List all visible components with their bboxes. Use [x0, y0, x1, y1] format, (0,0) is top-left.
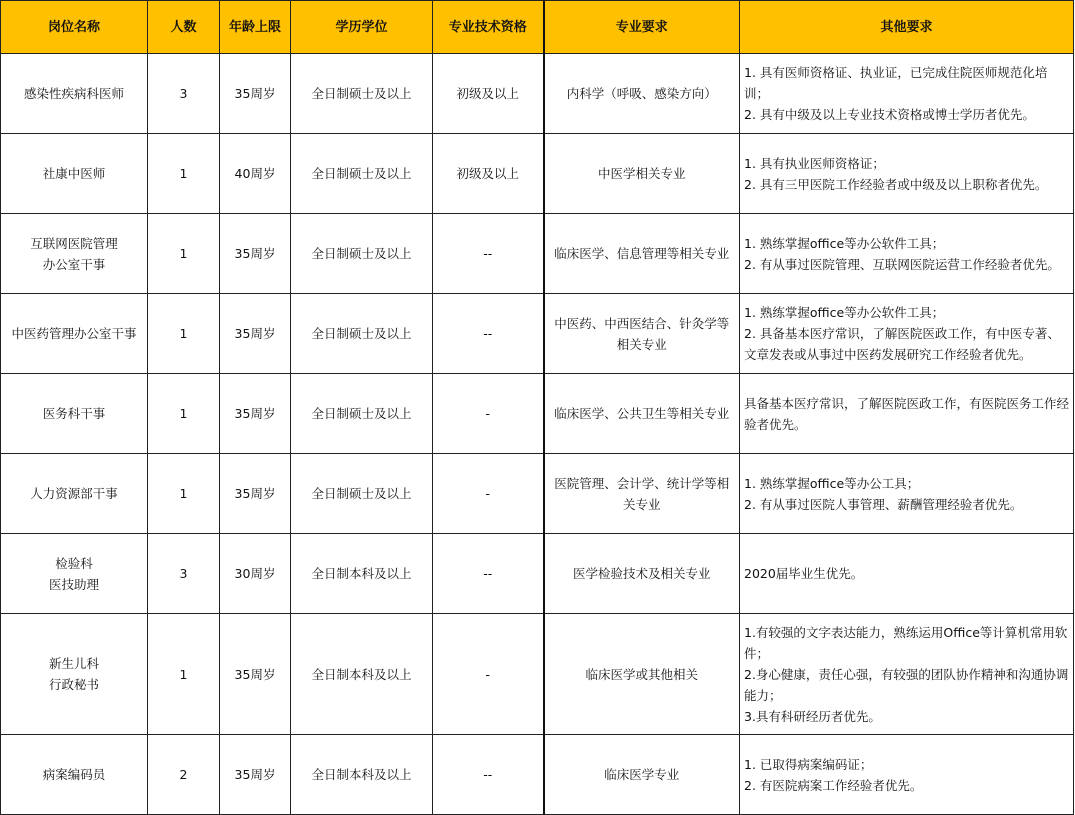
- major-cell-line: 医院管理、会计学、统计学等相关专业: [554, 475, 730, 512]
- count-cell: 2: [148, 735, 220, 815]
- header-other: 其他要求: [740, 1, 1074, 54]
- age-cell: 35周岁: [220, 294, 291, 374]
- major-cell: [544, 735, 740, 815]
- major-cell: [544, 214, 740, 294]
- other-requirements-cell-line: 2. 具有中级及以上专业技术资格或博士学历者优先。: [744, 107, 1035, 122]
- header-age: 年龄上限: [220, 1, 291, 54]
- count-cell: 1: [148, 134, 220, 214]
- table-row: [1, 374, 1074, 454]
- position-cell-line: 感染性疾病科医师: [23, 86, 124, 101]
- major-cell-line: 临床医学或其他相关: [585, 666, 698, 682]
- position-cell: [1, 454, 148, 534]
- education-cell: 全日制硕士及以上: [291, 214, 433, 294]
- qualification-cell: -: [433, 614, 544, 735]
- header-major: 专业要求: [544, 1, 740, 54]
- other-requirements-cell-line: 1. 熟练掌握office等办公工具；: [744, 475, 920, 491]
- header-qualification: 专业技术资格: [433, 1, 544, 54]
- position-cell-line: 医务科干事: [42, 406, 106, 421]
- position-cell-line: 中医药管理办公室干事: [11, 326, 137, 341]
- major-cell-line: 临床医学、公共卫生等相关专业: [554, 406, 730, 421]
- other-requirements-cell-line: 2. 有医院病案工作经验者优先。: [744, 777, 923, 793]
- major-cell: [544, 54, 740, 134]
- qualification-cell: --: [433, 214, 544, 294]
- position-cell-line: 检验科: [55, 555, 93, 571]
- other-requirements-cell: [740, 374, 1074, 454]
- other-requirements-cell-line: 2. 具有三甲医院工作经验者或中级及以上职称者优先。: [744, 176, 1048, 192]
- other-requirements-cell-line: 1. 具有医师资格证、执业证，已完成住院医师规范化培训；: [744, 65, 1048, 101]
- education-cell: 全日制本科及以上: [291, 614, 433, 735]
- position-cell-line: 互联网医院管理: [30, 235, 118, 251]
- age-cell: 40周岁: [220, 134, 291, 214]
- other-requirements-cell-line: 1.有较强的文字表达能力，熟练运用Office等计算机常用软件；: [744, 624, 1068, 661]
- other-requirements-cell-line: 1. 熟练掌握office等办公软件工具；: [744, 305, 945, 320]
- table-row: [1, 294, 1074, 374]
- table-row: [1, 134, 1074, 214]
- other-requirements-cell-line: 2. 具备基本医疗常识，了解医院医政工作，有中医专著、文章发表或从事过中医药发展研究工作经验者优先。: [744, 326, 1060, 362]
- education-cell: 全日制硕士及以上: [291, 454, 433, 534]
- position-cell-line: 医技助理: [48, 576, 99, 592]
- position-cell-line: 办公室干事: [42, 256, 106, 272]
- other-requirements-cell-line: 3.具有科研经历者优先。: [744, 708, 881, 724]
- other-requirements-cell-line: 1. 熟练掌握office等办公软件工具；: [744, 235, 945, 251]
- position-cell: [1, 614, 148, 735]
- other-requirements-cell: [740, 54, 1074, 134]
- qualification-cell: 初级及以上: [433, 134, 544, 214]
- count-cell: 3: [148, 54, 220, 134]
- position-cell-line: 病案编码员: [42, 767, 106, 782]
- qualification-cell: -: [433, 454, 544, 534]
- major-cell-line: 中医学相关专业: [597, 166, 686, 181]
- qualification-cell: --: [433, 534, 544, 614]
- other-requirements-cell-line: 2.身心健康，责任心强，有较强的团队协作精神和沟通协调能力；: [744, 666, 1069, 703]
- position-cell-line: 行政秘书: [48, 677, 99, 692]
- table-row: [1, 54, 1074, 134]
- education-cell: 全日制硕士及以上: [291, 374, 433, 454]
- major-cell: [544, 374, 740, 454]
- other-requirements-cell-line: 1. 具有执业医师资格证；: [744, 155, 885, 171]
- position-cell-line: 人力资源部干事: [30, 486, 118, 501]
- age-cell: 30周岁: [220, 534, 291, 614]
- position-cell: [1, 735, 148, 815]
- other-requirements-cell-line: 2. 有从事过医院人事管理、薪酬管理经验者优先。: [744, 496, 1023, 512]
- header-count: 人数: [148, 1, 220, 54]
- table-row: [1, 614, 1074, 735]
- other-requirements-cell-line: 2020届毕业生优先。: [744, 566, 864, 581]
- major-cell-line: 医学检验技术及相关专业: [572, 566, 711, 581]
- header-position: 岗位名称: [1, 1, 148, 54]
- count-cell: 3: [148, 534, 220, 614]
- other-requirements-cell-line: 具备基本医疗常识，了解医院医政工作，有医院医务工作经验者优先。: [744, 395, 1070, 432]
- count-cell: 1: [148, 374, 220, 454]
- age-cell: 35周岁: [220, 614, 291, 735]
- other-requirements-cell-line: 1. 已取得病案编码证；: [744, 756, 873, 772]
- other-requirements-cell: [740, 534, 1074, 614]
- age-cell: 35周岁: [220, 735, 291, 815]
- major-cell: [544, 614, 740, 735]
- major-cell-line: 中医药、中西医结合、针灸学等相关专业: [554, 315, 730, 352]
- count-cell: 1: [148, 214, 220, 294]
- education-cell: 全日制本科及以上: [291, 534, 433, 614]
- major-cell: [544, 534, 740, 614]
- position-cell: [1, 294, 148, 374]
- age-cell: 35周岁: [220, 454, 291, 534]
- position-cell: [1, 54, 148, 134]
- other-requirements-cell: [740, 454, 1074, 534]
- major-cell: [544, 454, 740, 534]
- position-cell: [1, 534, 148, 614]
- position-cell: [1, 214, 148, 294]
- major-cell-line: 临床医学专业: [604, 767, 680, 782]
- header-education: 学历学位: [291, 1, 433, 54]
- qualification-cell: 初级及以上: [433, 54, 544, 134]
- count-cell: 1: [148, 294, 220, 374]
- age-cell: 35周岁: [220, 54, 291, 134]
- other-requirements-cell: [740, 294, 1074, 374]
- other-requirements-cell: [740, 214, 1074, 294]
- qualification-cell: --: [433, 735, 544, 815]
- qualification-cell: -: [433, 374, 544, 454]
- education-cell: 全日制硕士及以上: [291, 294, 433, 374]
- table-row: [1, 534, 1074, 614]
- other-requirements-cell: [740, 614, 1074, 735]
- position-cell: [1, 374, 148, 454]
- position-cell: [1, 134, 148, 214]
- count-cell: 1: [148, 454, 220, 534]
- table-row: [1, 214, 1074, 294]
- age-cell: 35周岁: [220, 374, 291, 454]
- table-row: [1, 735, 1074, 815]
- other-requirements-cell-line: 2. 有从事过医院管理、互联网医院运营工作经验者优先。: [744, 256, 1060, 272]
- position-cell-line: 社康中医师: [42, 166, 106, 181]
- education-cell: 全日制硕士及以上: [291, 54, 433, 134]
- age-cell: 35周岁: [220, 214, 291, 294]
- table-row: [1, 454, 1074, 534]
- header-row: [1, 1, 1074, 54]
- major-cell: [544, 134, 740, 214]
- major-cell-line: 临床医学、信息管理等相关专业: [554, 246, 730, 261]
- qualification-cell: --: [433, 294, 544, 374]
- position-cell-line: 新生儿科: [48, 656, 99, 671]
- other-requirements-cell: [740, 134, 1074, 214]
- major-cell: [544, 294, 740, 374]
- major-cell-line: 内科学（呼吸、感染方向）: [566, 86, 717, 101]
- count-cell: 1: [148, 614, 220, 735]
- education-cell: 全日制本科及以上: [291, 735, 433, 815]
- other-requirements-cell: [740, 735, 1074, 815]
- education-cell: 全日制硕士及以上: [291, 134, 433, 214]
